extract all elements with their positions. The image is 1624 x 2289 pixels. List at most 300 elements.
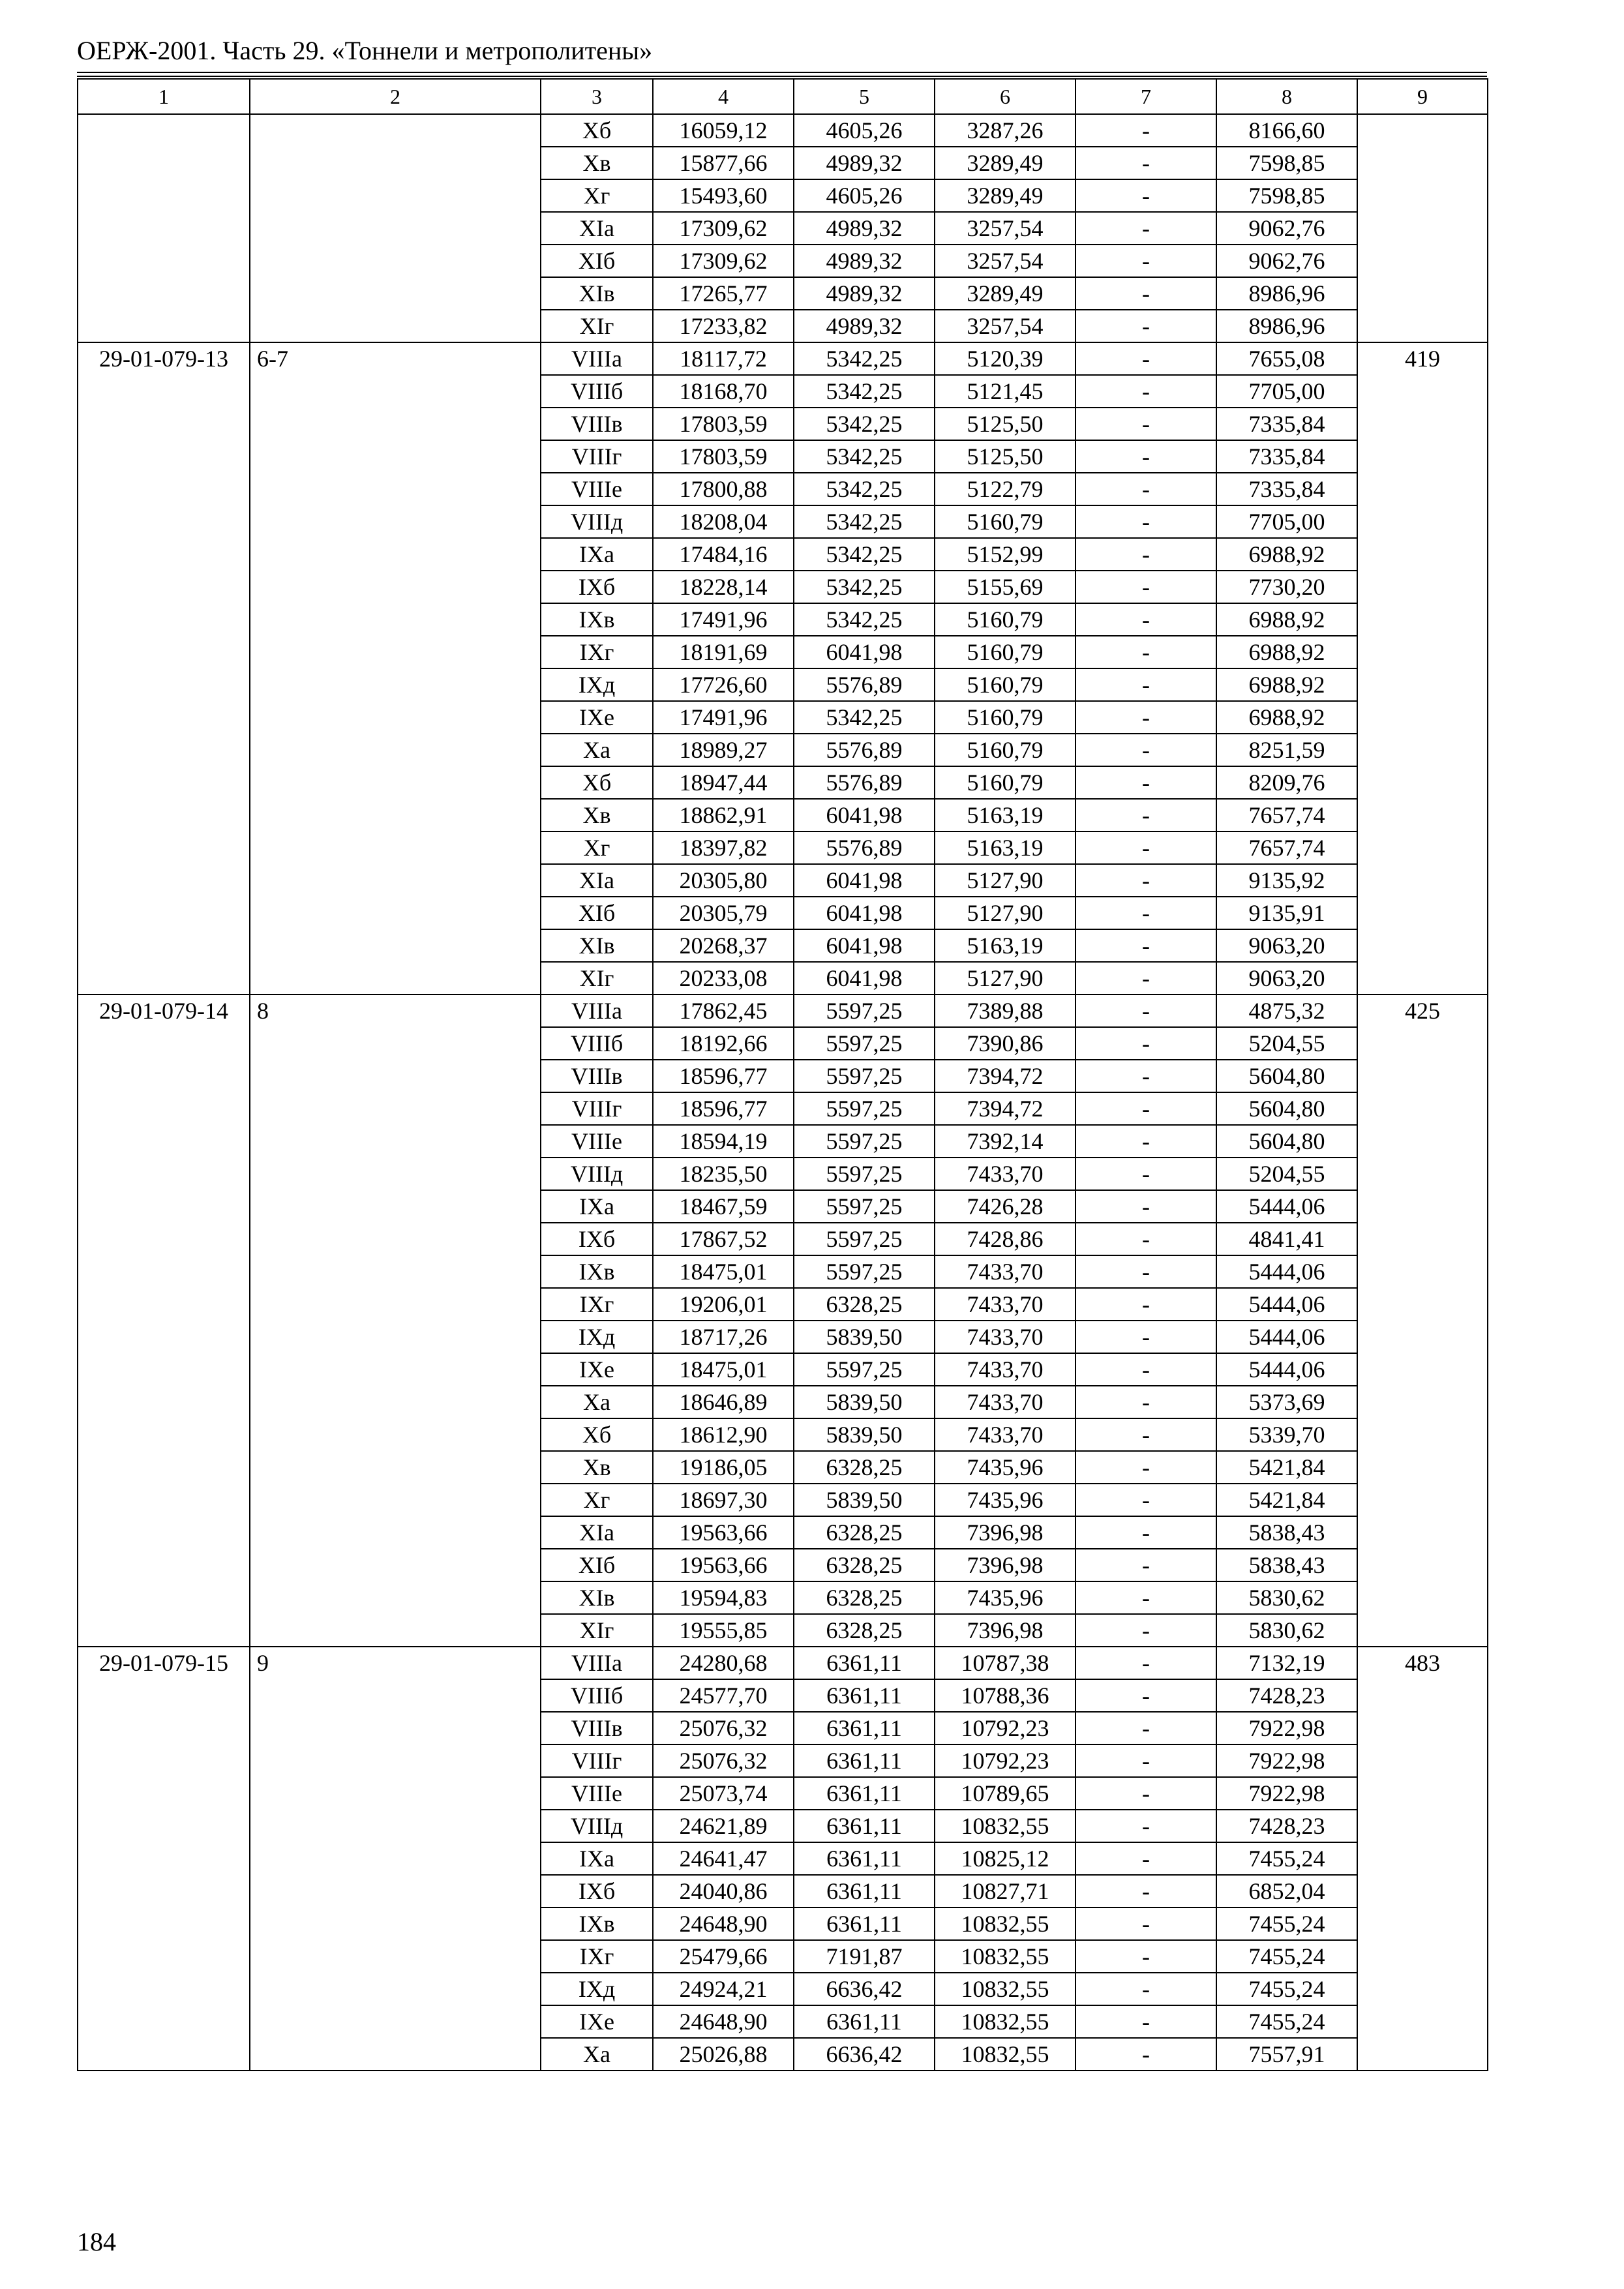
table-cell: 5838,43 bbox=[1216, 1516, 1357, 1549]
table-cell: 5444,06 bbox=[1216, 1321, 1357, 1353]
table-cell: 7655,08 bbox=[1216, 342, 1357, 375]
table-cell: IXв bbox=[541, 1255, 653, 1288]
table-cell: 6328,25 bbox=[794, 1581, 935, 1614]
table-cell: 25076,32 bbox=[653, 1744, 794, 1777]
table-cell: XIв bbox=[541, 1581, 653, 1614]
table-cell: Xб bbox=[541, 114, 653, 147]
table-cell: - bbox=[1075, 1940, 1216, 1973]
table-cell: 24577,70 bbox=[653, 1679, 794, 1712]
table-cell: VIIIв bbox=[541, 408, 653, 440]
table-cell: 5839,50 bbox=[794, 1418, 935, 1451]
table-cell: 10825,12 bbox=[935, 1842, 1075, 1875]
table-cell: 7922,98 bbox=[1216, 1777, 1357, 1810]
table-cell: Xa bbox=[541, 2038, 653, 2071]
table-cell: 18596,77 bbox=[653, 1092, 794, 1125]
table-cell: 5122,79 bbox=[935, 473, 1075, 505]
table-cell: IXд bbox=[541, 1973, 653, 2005]
table-cell: 24641,47 bbox=[653, 1842, 794, 1875]
table-cell: VIIIд bbox=[541, 1810, 653, 1842]
table-cell: 15493,60 bbox=[653, 179, 794, 212]
table-cell: 6328,25 bbox=[794, 1549, 935, 1581]
table-cell: 6361,11 bbox=[794, 1712, 935, 1744]
table-cell: 7598,85 bbox=[1216, 147, 1357, 179]
table-cell: 5830,62 bbox=[1216, 1614, 1357, 1647]
table-cell: Xa bbox=[541, 1386, 653, 1418]
table-cell: 5421,84 bbox=[1216, 1451, 1357, 1484]
table-cell: 10788,36 bbox=[935, 1679, 1075, 1712]
table-cell: 5163,19 bbox=[935, 929, 1075, 962]
table-cell: IXг bbox=[541, 636, 653, 668]
table-cell: Xг bbox=[541, 831, 653, 864]
table-cell: - bbox=[1075, 1158, 1216, 1190]
column-header: 9 bbox=[1357, 79, 1488, 114]
table-cell: 18475,01 bbox=[653, 1255, 794, 1288]
table-cell: - bbox=[1075, 1484, 1216, 1516]
table-cell: IXб bbox=[541, 1875, 653, 1908]
table-cell: 6361,11 bbox=[794, 1647, 935, 1679]
header-rule bbox=[77, 72, 1487, 77]
table-cell: - bbox=[1075, 1549, 1216, 1581]
table-cell: 17265,77 bbox=[653, 277, 794, 310]
table-cell: - bbox=[1075, 1092, 1216, 1125]
table-cell: 5339,70 bbox=[1216, 1418, 1357, 1451]
table-cell: VIIIв bbox=[541, 1712, 653, 1744]
table-cell: 6041,98 bbox=[794, 864, 935, 897]
table-cell: 5342,25 bbox=[794, 342, 935, 375]
rate-code-cell: 29-01-079-15 bbox=[78, 1647, 250, 2071]
table-cell: 5152,99 bbox=[935, 538, 1075, 571]
table-cell: 5125,50 bbox=[935, 408, 1075, 440]
table-cell: 7433,70 bbox=[935, 1158, 1075, 1190]
table-cell: 9062,76 bbox=[1216, 245, 1357, 277]
table-cell: - bbox=[1075, 1810, 1216, 1842]
table-cell: 6988,92 bbox=[1216, 538, 1357, 571]
table-cell: 7426,28 bbox=[935, 1190, 1075, 1223]
table-cell: 18208,04 bbox=[653, 505, 794, 538]
table-cell: - bbox=[1075, 538, 1216, 571]
note-cell: 419 bbox=[1357, 342, 1488, 995]
table-cell: IXб bbox=[541, 1223, 653, 1255]
table-cell: IXг bbox=[541, 1288, 653, 1321]
table-cell: 5342,25 bbox=[794, 603, 935, 636]
table-cell: 7455,24 bbox=[1216, 1908, 1357, 1940]
table-cell: 7191,87 bbox=[794, 1940, 935, 1973]
table-cell: 25479,66 bbox=[653, 1940, 794, 1973]
table-cell: - bbox=[1075, 147, 1216, 179]
table-cell: XIa bbox=[541, 1516, 653, 1549]
table-cell: 5342,25 bbox=[794, 701, 935, 734]
table-cell: - bbox=[1075, 1418, 1216, 1451]
table-cell: - bbox=[1075, 1614, 1216, 1647]
table-cell: 3289,49 bbox=[935, 147, 1075, 179]
table-cell: IXг bbox=[541, 1940, 653, 1973]
table-cell: 7705,00 bbox=[1216, 505, 1357, 538]
table-cell: IXe bbox=[541, 701, 653, 734]
table-cell: IXa bbox=[541, 1842, 653, 1875]
table-cell: 10832,55 bbox=[935, 1908, 1075, 1940]
table-cell: 7435,96 bbox=[935, 1581, 1075, 1614]
table-cell: 7730,20 bbox=[1216, 571, 1357, 603]
table-cell: 7433,70 bbox=[935, 1288, 1075, 1321]
table-cell: 17484,16 bbox=[653, 538, 794, 571]
table-cell: Xa bbox=[541, 734, 653, 766]
table-cell: 20305,79 bbox=[653, 897, 794, 929]
table-cell: - bbox=[1075, 962, 1216, 995]
table-cell: 7435,96 bbox=[935, 1451, 1075, 1484]
table-cell: - bbox=[1075, 1190, 1216, 1223]
table-cell: 17726,60 bbox=[653, 668, 794, 701]
column-header: 3 bbox=[541, 79, 653, 114]
table-cell: 5155,69 bbox=[935, 571, 1075, 603]
table-cell: 4875,32 bbox=[1216, 995, 1357, 1027]
page-header-title: ОЕРЖ-2001. Часть 29. «Тоннели и метрополитены» bbox=[77, 36, 653, 65]
table-cell: - bbox=[1075, 1875, 1216, 1908]
table-cell: - bbox=[1075, 1027, 1216, 1060]
rate-code-cell: 29-01-079-13 bbox=[78, 342, 250, 995]
table-body bbox=[78, 114, 1488, 2071]
table-cell: VIIIe bbox=[541, 1125, 653, 1158]
table-cell: 5830,62 bbox=[1216, 1581, 1357, 1614]
table-cell: Xб bbox=[541, 766, 653, 799]
table-cell: XIб bbox=[541, 897, 653, 929]
rate-code-cell bbox=[78, 114, 250, 342]
table-cell: 5342,25 bbox=[794, 538, 935, 571]
table-cell: VIIIд bbox=[541, 1158, 653, 1190]
table-cell: 25076,32 bbox=[653, 1712, 794, 1744]
table-cell: - bbox=[1075, 1386, 1216, 1418]
table-cell: - bbox=[1075, 1288, 1216, 1321]
table-cell: 5838,43 bbox=[1216, 1549, 1357, 1581]
table-cell: IXд bbox=[541, 1321, 653, 1353]
table-cell: 20268,37 bbox=[653, 929, 794, 962]
table-cell: 6988,92 bbox=[1216, 636, 1357, 668]
table-cell: XIг bbox=[541, 310, 653, 342]
table-cell: 6361,11 bbox=[794, 1842, 935, 1875]
table-cell: 24040,86 bbox=[653, 1875, 794, 1908]
table-cell: - bbox=[1075, 668, 1216, 701]
table-cell: 8986,96 bbox=[1216, 277, 1357, 310]
table-cell: - bbox=[1075, 2038, 1216, 2071]
table-cell: 6041,98 bbox=[794, 962, 935, 995]
table-cell: - bbox=[1075, 179, 1216, 212]
table-cell: 5597,25 bbox=[794, 1353, 935, 1386]
table-cell: - bbox=[1075, 2005, 1216, 2038]
table-cell: - bbox=[1075, 603, 1216, 636]
table-cell: 5342,25 bbox=[794, 571, 935, 603]
table-cell: 18697,30 bbox=[653, 1484, 794, 1516]
table-cell: 7396,98 bbox=[935, 1516, 1075, 1549]
table-cell: - bbox=[1075, 1516, 1216, 1549]
table-cell: - bbox=[1075, 1647, 1216, 1679]
table-cell: 20233,08 bbox=[653, 962, 794, 995]
table-cell: 7433,70 bbox=[935, 1418, 1075, 1451]
table-cell: 19563,66 bbox=[653, 1516, 794, 1549]
table-cell: - bbox=[1075, 342, 1216, 375]
table-cell: - bbox=[1075, 1223, 1216, 1255]
table-cell: XIг bbox=[541, 962, 653, 995]
table-cell: VIIIг bbox=[541, 1092, 653, 1125]
table-cell: 5839,50 bbox=[794, 1484, 935, 1516]
column-header: 2 bbox=[250, 79, 541, 114]
table-cell: 5160,79 bbox=[935, 734, 1075, 766]
table-cell: 10832,55 bbox=[935, 1973, 1075, 2005]
table-cell: 18475,01 bbox=[653, 1353, 794, 1386]
table-cell: 6361,11 bbox=[794, 1810, 935, 1842]
table-cell: 10832,55 bbox=[935, 1810, 1075, 1842]
table-cell: - bbox=[1075, 310, 1216, 342]
table-cell: XIб bbox=[541, 1549, 653, 1581]
table-cell: IXa bbox=[541, 538, 653, 571]
table-cell: 18862,91 bbox=[653, 799, 794, 831]
table-cell: 9135,92 bbox=[1216, 864, 1357, 897]
table-cell: 19555,85 bbox=[653, 1614, 794, 1647]
table-cell: 18235,50 bbox=[653, 1158, 794, 1190]
table-cell: 5342,25 bbox=[794, 473, 935, 505]
table-cell: 17309,62 bbox=[653, 212, 794, 245]
table-cell: Xв bbox=[541, 147, 653, 179]
table-cell: 7657,74 bbox=[1216, 799, 1357, 831]
table-cell: 5160,79 bbox=[935, 636, 1075, 668]
table-cell: 17803,59 bbox=[653, 408, 794, 440]
table-cell: 5576,89 bbox=[794, 831, 935, 864]
table-cell: 17862,45 bbox=[653, 995, 794, 1027]
table-cell: 6361,11 bbox=[794, 1875, 935, 1908]
table-cell: - bbox=[1075, 1777, 1216, 1810]
table-cell: 5444,06 bbox=[1216, 1190, 1357, 1223]
table-cell: 7922,98 bbox=[1216, 1712, 1357, 1744]
table-cell: VIIIг bbox=[541, 1744, 653, 1777]
table-cell: 5342,25 bbox=[794, 440, 935, 473]
table-cell: 7433,70 bbox=[935, 1353, 1075, 1386]
table-cell: 7394,72 bbox=[935, 1060, 1075, 1092]
table-cell: 24280,68 bbox=[653, 1647, 794, 1679]
table-cell: 9135,91 bbox=[1216, 897, 1357, 929]
table-cell: 18989,27 bbox=[653, 734, 794, 766]
table-cell: 4605,26 bbox=[794, 114, 935, 147]
table-cell: 25026,88 bbox=[653, 2038, 794, 2071]
table-cell: - bbox=[1075, 1581, 1216, 1614]
table-cell: 4841,41 bbox=[1216, 1223, 1357, 1255]
table-cell: 5160,79 bbox=[935, 668, 1075, 701]
table-cell: 17867,52 bbox=[653, 1223, 794, 1255]
table-cell: 24621,89 bbox=[653, 1810, 794, 1842]
table-cell: 5597,25 bbox=[794, 1125, 935, 1158]
table-cell: 17800,88 bbox=[653, 473, 794, 505]
table-cell: 6988,92 bbox=[1216, 701, 1357, 734]
table-cell: 16059,12 bbox=[653, 114, 794, 147]
table-cell: 7389,88 bbox=[935, 995, 1075, 1027]
table-cell: 7396,98 bbox=[935, 1614, 1075, 1647]
table-cell: 5160,79 bbox=[935, 766, 1075, 799]
table-cell: VIIIб bbox=[541, 1027, 653, 1060]
table-cell: - bbox=[1075, 734, 1216, 766]
table-cell: 10832,55 bbox=[935, 2005, 1075, 2038]
table-cell: 17803,59 bbox=[653, 440, 794, 473]
table-row bbox=[78, 995, 1488, 1027]
table-cell: VIIIв bbox=[541, 1060, 653, 1092]
table-cell: IXб bbox=[541, 571, 653, 603]
table-cell: IXв bbox=[541, 1908, 653, 1940]
table-cell: 5342,25 bbox=[794, 505, 935, 538]
note-cell bbox=[1357, 114, 1488, 342]
table-cell: 5444,06 bbox=[1216, 1288, 1357, 1321]
table-cell: 8209,76 bbox=[1216, 766, 1357, 799]
table-cell: 4989,32 bbox=[794, 310, 935, 342]
table-cell: - bbox=[1075, 1679, 1216, 1712]
table-cell: 7598,85 bbox=[1216, 179, 1357, 212]
table-cell: 19186,05 bbox=[653, 1451, 794, 1484]
table-cell: 5421,84 bbox=[1216, 1484, 1357, 1516]
table-cell: 18191,69 bbox=[653, 636, 794, 668]
table-cell: 9063,20 bbox=[1216, 962, 1357, 995]
table-cell: 18646,89 bbox=[653, 1386, 794, 1418]
table-cell: IXa bbox=[541, 1190, 653, 1223]
table-cell: 5604,80 bbox=[1216, 1060, 1357, 1092]
table-cell: 4605,26 bbox=[794, 179, 935, 212]
table-cell: 6361,11 bbox=[794, 2005, 935, 2038]
table-cell: 5342,25 bbox=[794, 375, 935, 408]
table-cell: 18596,77 bbox=[653, 1060, 794, 1092]
table-cell: - bbox=[1075, 766, 1216, 799]
table-cell: - bbox=[1075, 571, 1216, 603]
table-cell: - bbox=[1075, 701, 1216, 734]
table-cell: 10792,23 bbox=[935, 1744, 1075, 1777]
table-cell: - bbox=[1075, 1744, 1216, 1777]
table-cell: 10789,65 bbox=[935, 1777, 1075, 1810]
table-cell: 6988,92 bbox=[1216, 603, 1357, 636]
column-header: 8 bbox=[1216, 79, 1357, 114]
table-cell: - bbox=[1075, 212, 1216, 245]
column-number-row bbox=[78, 79, 1488, 114]
table-cell: 17233,82 bbox=[653, 310, 794, 342]
item-cell: 9 bbox=[250, 1647, 541, 2071]
table-cell: 6041,98 bbox=[794, 636, 935, 668]
table-cell: Xв bbox=[541, 1451, 653, 1484]
table-cell: 5120,39 bbox=[935, 342, 1075, 375]
table-cell: 18594,19 bbox=[653, 1125, 794, 1158]
table-cell: 18168,70 bbox=[653, 375, 794, 408]
table-cell: 5597,25 bbox=[794, 995, 935, 1027]
table-cell: 3289,49 bbox=[935, 277, 1075, 310]
table-cell: - bbox=[1075, 864, 1216, 897]
table-cell: 24648,90 bbox=[653, 2005, 794, 2038]
table-cell: 7428,23 bbox=[1216, 1810, 1357, 1842]
page-number: 184 bbox=[77, 2227, 116, 2256]
table-cell: XIб bbox=[541, 245, 653, 277]
table-cell: VIIIд bbox=[541, 505, 653, 538]
table-cell: 10832,55 bbox=[935, 1940, 1075, 1973]
table-cell: - bbox=[1075, 995, 1216, 1027]
table-cell: - bbox=[1075, 505, 1216, 538]
table-cell: 7392,14 bbox=[935, 1125, 1075, 1158]
table-cell: 5125,50 bbox=[935, 440, 1075, 473]
table-cell: 5597,25 bbox=[794, 1027, 935, 1060]
table-cell: 24924,21 bbox=[653, 1973, 794, 2005]
table-cell: - bbox=[1075, 1125, 1216, 1158]
table-cell: 5604,80 bbox=[1216, 1092, 1357, 1125]
table-cell: 6636,42 bbox=[794, 1973, 935, 2005]
table-cell: 5576,89 bbox=[794, 668, 935, 701]
table-cell: 18192,66 bbox=[653, 1027, 794, 1060]
table-cell: VIIIa bbox=[541, 995, 653, 1027]
table-cell: 19206,01 bbox=[653, 1288, 794, 1321]
table-cell: 10792,23 bbox=[935, 1712, 1075, 1744]
table-cell: 8166,60 bbox=[1216, 114, 1357, 147]
table-cell: - bbox=[1075, 831, 1216, 864]
table-cell: 6361,11 bbox=[794, 1679, 935, 1712]
table-cell: 5163,19 bbox=[935, 831, 1075, 864]
table-cell: XIг bbox=[541, 1614, 653, 1647]
table-cell: 7428,86 bbox=[935, 1223, 1075, 1255]
column-header: 7 bbox=[1075, 79, 1216, 114]
table-cell: 7390,86 bbox=[935, 1027, 1075, 1060]
table-cell: - bbox=[1075, 277, 1216, 310]
column-header: 4 bbox=[653, 79, 794, 114]
table-cell: 18717,26 bbox=[653, 1321, 794, 1353]
table-cell: 5127,90 bbox=[935, 962, 1075, 995]
table-cell: 5597,25 bbox=[794, 1223, 935, 1255]
table-cell: 20305,80 bbox=[653, 864, 794, 897]
table-cell: 24648,90 bbox=[653, 1908, 794, 1940]
table-cell: 7435,96 bbox=[935, 1484, 1075, 1516]
table-cell: 5597,25 bbox=[794, 1092, 935, 1125]
item-cell: 6-7 bbox=[250, 342, 541, 995]
table-cell: 18228,14 bbox=[653, 571, 794, 603]
table-cell: - bbox=[1075, 1842, 1216, 1875]
table-cell: Xг bbox=[541, 1484, 653, 1516]
table-cell: 5163,19 bbox=[935, 799, 1075, 831]
table-cell: 4989,32 bbox=[794, 147, 935, 179]
table-cell: - bbox=[1075, 408, 1216, 440]
table-cell: 15877,66 bbox=[653, 147, 794, 179]
table-cell: 5597,25 bbox=[794, 1060, 935, 1092]
table-cell: - bbox=[1075, 636, 1216, 668]
table-cell: 5604,80 bbox=[1216, 1125, 1357, 1158]
table-cell: Xв bbox=[541, 799, 653, 831]
table-cell: IXe bbox=[541, 2005, 653, 2038]
table-cell: 6328,25 bbox=[794, 1516, 935, 1549]
table-cell: 18467,59 bbox=[653, 1190, 794, 1223]
table-cell: IXв bbox=[541, 603, 653, 636]
table-cell: 18397,82 bbox=[653, 831, 794, 864]
table-cell: 9063,20 bbox=[1216, 929, 1357, 962]
table-cell: 8251,59 bbox=[1216, 734, 1357, 766]
table-cell: - bbox=[1075, 1255, 1216, 1288]
table-cell: 7557,91 bbox=[1216, 2038, 1357, 2071]
price-table bbox=[77, 78, 1488, 2071]
table-cell: 6988,92 bbox=[1216, 668, 1357, 701]
table-cell: 7335,84 bbox=[1216, 440, 1357, 473]
table-cell: 3289,49 bbox=[935, 179, 1075, 212]
table-cell: 19594,83 bbox=[653, 1581, 794, 1614]
table-cell: - bbox=[1075, 1060, 1216, 1092]
table-cell: 25073,74 bbox=[653, 1777, 794, 1810]
table-cell: - bbox=[1075, 1353, 1216, 1386]
table-cell: 7455,24 bbox=[1216, 1940, 1357, 1973]
table-cell: 17491,96 bbox=[653, 603, 794, 636]
table-cell: 7335,84 bbox=[1216, 473, 1357, 505]
column-header: 1 bbox=[78, 79, 250, 114]
table-cell: 7433,70 bbox=[935, 1321, 1075, 1353]
column-header: 5 bbox=[794, 79, 935, 114]
table-row bbox=[78, 342, 1488, 375]
table-cell: 7394,72 bbox=[935, 1092, 1075, 1125]
table-cell: 18117,72 bbox=[653, 342, 794, 375]
table-cell: 5160,79 bbox=[935, 701, 1075, 734]
table-cell: XIв bbox=[541, 277, 653, 310]
table-cell: 17491,96 bbox=[653, 701, 794, 734]
table-cell: - bbox=[1075, 897, 1216, 929]
